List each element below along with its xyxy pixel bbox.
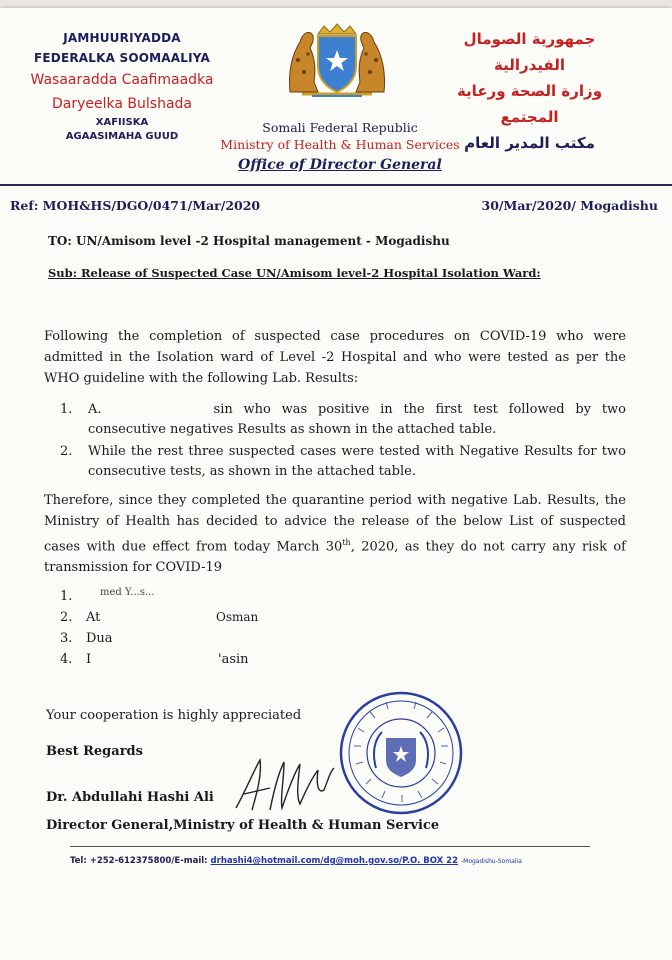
footer-tel: Tel: +252-612375800/E-mail: bbox=[70, 856, 211, 866]
letterhead-office: Office of Director General bbox=[238, 157, 442, 173]
list-item bbox=[60, 400, 626, 440]
lab-results-list bbox=[60, 400, 626, 484]
list-item-number: 1. bbox=[60, 589, 73, 604]
recipient-line: TO: UN/Amisom level -2 Hospital management - Mogadishu bbox=[48, 234, 450, 248]
handwritten-signature bbox=[226, 750, 346, 820]
letter-date: 30/Mar/2020/ Mogadishu bbox=[481, 198, 658, 213]
letterhead-so-line2: FEDERALKA SOOMAALIYA bbox=[34, 51, 210, 65]
decision-text-a: Therefore, since they completed the quarantine period with negative Lab. Results, the Ministry of Health has decided to advice the release of the below List of suspected cases with due effect from today March 30 bbox=[44, 493, 626, 555]
footer-city: -Mogadishu-Somalia bbox=[460, 858, 522, 865]
list-item-number: 4. bbox=[60, 652, 73, 667]
letterhead-ar-line4: مكتب المدير العام bbox=[464, 134, 595, 152]
list-item bbox=[60, 442, 626, 482]
list-item-text-start: Dua bbox=[86, 631, 113, 646]
letterhead-ar-line1: جمهورية الصومال bbox=[463, 30, 596, 48]
decision-paragraph bbox=[44, 490, 626, 578]
subject-line: Sub: Release of Suspected Case UN/Amisom level-2 Hospital Isolation Ward: bbox=[48, 266, 541, 280]
list-item-number: 2. bbox=[60, 444, 73, 459]
letterhead-ar-line2: الفيدرالية bbox=[494, 56, 565, 74]
letterhead-so-line3: Wasaaradda Caafimaadka bbox=[30, 72, 214, 88]
footer-contact bbox=[70, 856, 522, 866]
list-item-text-start: A. bbox=[88, 402, 102, 417]
intro-paragraph: Following the completion of suspected case procedures on COVID-19 who were admitted in the Isolation ward of Level -2 Hospital and who were tested as per the WHO guideline with the following Lab. Results: bbox=[44, 329, 626, 386]
list-item-text-end: 'asin bbox=[218, 652, 249, 667]
release-list bbox=[60, 586, 360, 670]
decision-text-sup: th bbox=[342, 538, 351, 547]
official-stamp bbox=[336, 688, 466, 818]
list-item bbox=[60, 586, 360, 607]
list-item-text-start: At bbox=[86, 610, 101, 625]
list-item-number: 3. bbox=[60, 631, 73, 646]
list-item-text-end: med Y...s... bbox=[100, 587, 155, 598]
letterhead-republic: Somali Federal Republic bbox=[262, 120, 418, 135]
letterhead-so-line1: JAMHUURIYADDA bbox=[63, 31, 181, 45]
footer-email: drhashi4@hotmail.com/dg@moh.gov.so/P.O. BOX 22 bbox=[210, 856, 459, 866]
letterhead-english bbox=[205, 120, 475, 176]
decision-text-b: , 2020, as they do not carry any risk of transmission for COVID-19 bbox=[44, 539, 626, 576]
list-item bbox=[60, 649, 360, 670]
list-item-text-end: sin who was positive in the first test followed by two consecutive negatives Results as shown in the attached table. bbox=[88, 402, 626, 437]
letterhead-divider bbox=[0, 184, 672, 186]
letterhead-ar-line3: وزارة الصحة ورعاية المجتمع bbox=[456, 82, 603, 126]
footer-divider bbox=[70, 846, 590, 847]
letterhead-somali bbox=[8, 28, 236, 144]
reference-number: Ref: MOH&HS/DGO/0471/Mar/2020 bbox=[10, 198, 261, 213]
letterhead-so-line6: AGAASIMAHA GUUD bbox=[65, 131, 179, 142]
signer-name: Dr. Abdullahi Hashi Ali bbox=[46, 790, 214, 805]
letterhead-so-line4: Daryeelka Bulshada bbox=[52, 96, 192, 112]
letterhead-so-line5: XAFIISKA bbox=[95, 117, 149, 128]
list-item-number: 2. bbox=[60, 610, 73, 625]
letterhead-ministry: Ministry of Health & Human Services bbox=[220, 137, 460, 152]
list-item-text-start: I bbox=[86, 652, 92, 667]
closing-line: Your cooperation is highly appreciated bbox=[46, 708, 302, 723]
coat-of-arms-emblem bbox=[282, 20, 392, 100]
list-item bbox=[60, 628, 360, 649]
list-item bbox=[60, 607, 360, 628]
list-item-text: While the rest three suspected cases were tested with Negative Results for two consecutive tests, as shown in the attached table. bbox=[88, 444, 626, 479]
list-item-text-end: Osman bbox=[216, 610, 259, 624]
signer-title: Director General,Ministry of Health & Human Service bbox=[46, 818, 440, 833]
regards-line: Best Regards bbox=[46, 744, 143, 759]
list-item-text bbox=[88, 400, 626, 440]
list-item-number: 1. bbox=[60, 402, 73, 417]
photo-border bbox=[0, 0, 672, 8]
